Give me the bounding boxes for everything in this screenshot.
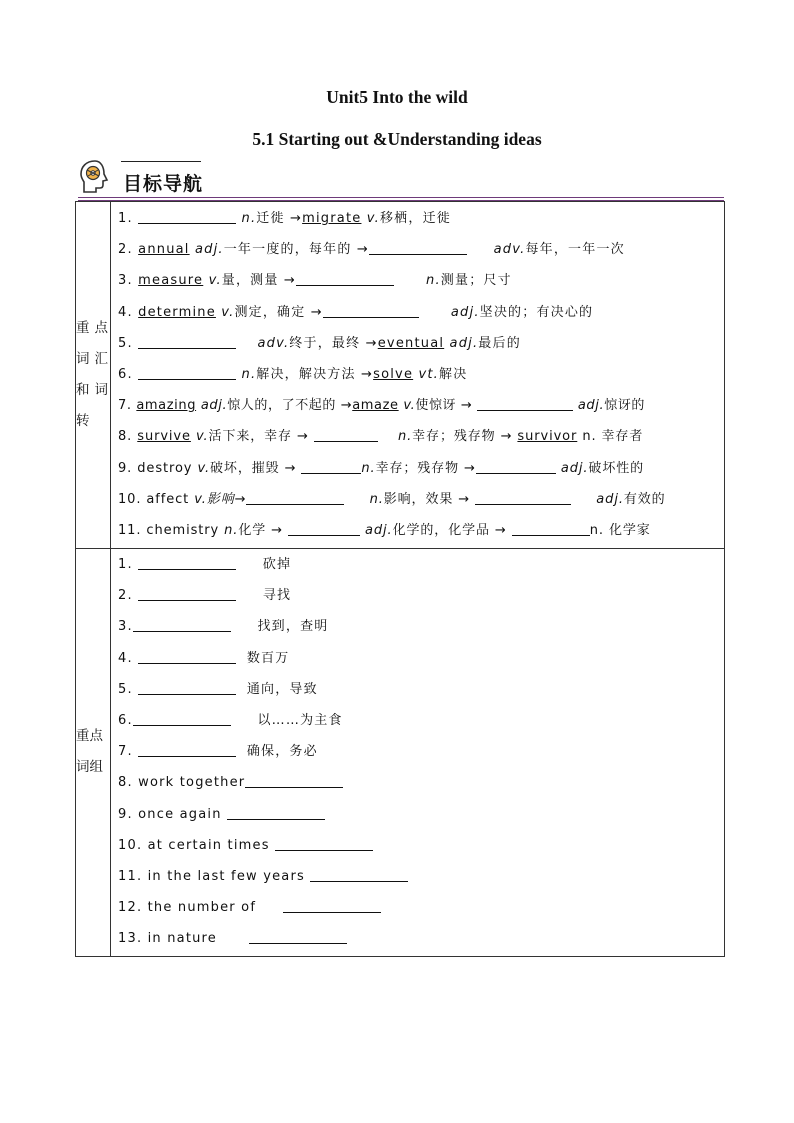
list-item: 7. 确保，务必 [118, 744, 318, 760]
list-item: 11. chemistry n.化学 → adj.化学的，化学品 → n. 化学家 [118, 522, 651, 538]
category-line: 词 汇 [76, 351, 108, 368]
answer-blank[interactable] [476, 460, 556, 474]
list-item: 4. determine v.测定，确定 → adj.坚决的；有决心的 [118, 304, 594, 320]
answer-blank[interactable] [138, 743, 236, 757]
list-item: 2. annual adj.一年一度的，每年的 → adv.每年，一年一次 [118, 242, 625, 258]
list-item: 9. once again [111, 799, 724, 830]
category-line: 和 词 [76, 382, 108, 399]
list-item: 9. destroy v.破坏，摧毁 → n.幸存；残存物 → adj.破坏性的 [118, 460, 645, 476]
banner-rule [78, 197, 724, 198]
list-item: 12. the number of [111, 892, 724, 923]
list-item: 6. n.解决，解决方法 →solve vt.解决 [118, 366, 468, 382]
category-phrases [76, 549, 111, 956]
answer-blank[interactable] [275, 837, 373, 851]
answer-blank[interactable] [475, 491, 571, 505]
list-item: 10. at certain times [111, 830, 724, 861]
answer-blank[interactable] [310, 868, 408, 882]
answer-blank[interactable] [138, 650, 236, 664]
answer-blank[interactable] [246, 491, 344, 505]
answer-blank[interactable] [288, 522, 360, 536]
banner-underline [121, 161, 201, 162]
answer-blank[interactable] [138, 335, 236, 349]
list-item: 8. work together [111, 767, 724, 798]
list-item: 3. measure v.量，测量 → n.测量；尺寸 [118, 273, 512, 289]
answer-blank[interactable] [138, 681, 236, 695]
answer-blank[interactable] [138, 556, 236, 570]
category-vocab [76, 202, 111, 549]
category-line: 重点 [76, 320, 108, 337]
page-title: Unit5 Into the wild [326, 87, 468, 107]
list-item: 1. 砍掉 [118, 557, 292, 573]
answer-blank[interactable] [138, 587, 236, 601]
list-item: 5. adv.终于，最终 →eventual adj.最后的 [118, 335, 521, 351]
answer-blank[interactable] [283, 899, 381, 913]
answer-blank[interactable] [301, 460, 361, 474]
list-item: 11. in the last few years [111, 861, 724, 892]
list-item: 6. 以……为主食 [118, 713, 343, 728]
category-line: 重点 [76, 728, 103, 745]
list-item: 10. affect v.影响→ n.影响，效果 → adj.有效的 [118, 491, 666, 507]
list-item: 8. survive v.活下来，幸存 → n.幸存；残存物 → survivor n. 幸存者 [118, 429, 644, 445]
category-line: 词组 [76, 759, 103, 776]
answer-blank[interactable] [512, 522, 590, 536]
answer-blank[interactable] [369, 241, 467, 255]
list-item: 3. 找到，查明 [118, 619, 329, 635]
answer-blank[interactable] [138, 366, 236, 380]
vocabulary-table [75, 201, 725, 957]
list-item: 13. in nature [111, 923, 724, 954]
answer-blank[interactable] [227, 806, 325, 820]
answer-blank[interactable] [314, 428, 378, 442]
table-row [76, 202, 725, 549]
phrase-list [111, 549, 725, 956]
answer-blank[interactable] [249, 930, 347, 944]
list-item: 5. 通向，导致 [118, 681, 318, 697]
page-subtitle: 5.1 Starting out &Understanding ideas [252, 129, 542, 149]
list-item: 2. 寻找 [118, 588, 292, 604]
answer-blank[interactable] [477, 397, 573, 411]
table-row [76, 549, 725, 956]
answer-blank[interactable] [133, 618, 231, 632]
list-item: 4. 数百万 [118, 650, 290, 666]
answer-blank[interactable] [133, 712, 231, 726]
vocab-list [111, 202, 725, 549]
answer-blank[interactable] [138, 210, 236, 224]
answer-blank[interactable] [296, 272, 394, 286]
category-line: 转 [76, 413, 90, 430]
answer-blank[interactable] [245, 774, 343, 788]
section-heading: 目标导航 [123, 173, 204, 195]
answer-blank[interactable] [323, 304, 419, 318]
section-banner [78, 157, 724, 201]
list-item: 7. amazing adj.惊人的，了不起的 →amaze v.使惊讶 → adj.惊讶的 [118, 398, 646, 414]
head-gear-icon [78, 159, 112, 195]
list-item: 1. n.迁徙 →migrate v.移栖，迁徙 [118, 211, 451, 226]
